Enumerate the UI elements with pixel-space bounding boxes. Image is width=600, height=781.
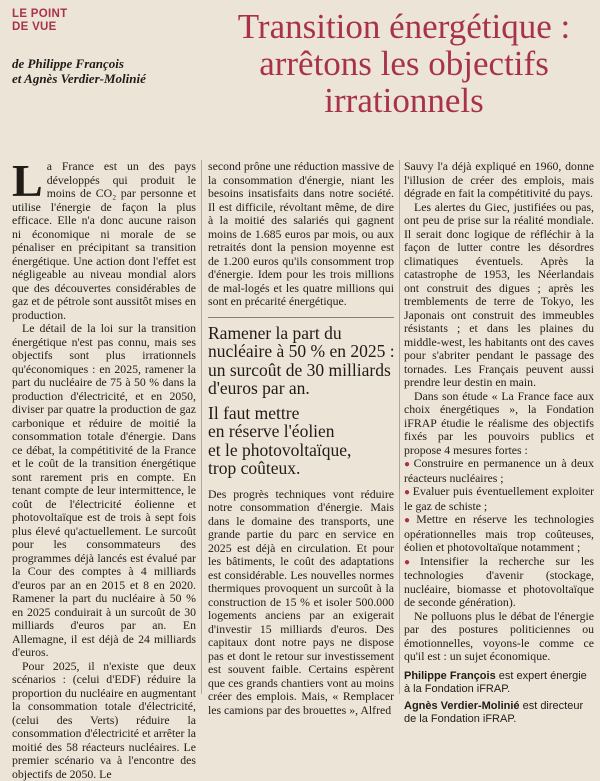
bullet-icon: ● — [404, 515, 414, 526]
pull-quote — [208, 404, 394, 478]
list-item — [404, 485, 594, 513]
author-name: Philippe François — [404, 670, 496, 682]
paragraph: Sauvy l'a déjà expliqué en 1960, donne l'illusion de créer des emplois, mais dégrade en fait la compétitivité du pays. — [404, 160, 594, 201]
column-divider — [399, 160, 400, 694]
author-bios — [404, 670, 594, 726]
pull-quote-line: nucléaire à 50 % en 2025 : — [208, 342, 394, 361]
paragraph: Ne polluons plus le débat de l'énergie par des postures politiciennes ou émotionnelles, voyons-le comme ce qu'il est : un sujet économique. — [404, 610, 594, 664]
paragraph: Pour 2025, il n'existe que deux scénarios : (celui d'EDF) réduire la proportion du nucléaire en augmentant la consommation totale d'électricité, (celui des Verts) réduire la consommation d'électricité et arrêter la moitié des 58 réacteurs nucléaires. Le premier scénario va à l'encontre des objectifs de 2050. Le — [12, 660, 196, 781]
list-item-text: Mettre en réserve les technologies opérationnelles mais trop coûteuses, éolien et photovoltaïque notamment ; — [404, 512, 594, 554]
paragraph — [12, 160, 196, 322]
headline-line: irrationnels — [210, 82, 598, 119]
list-item — [404, 513, 594, 555]
pull-quote-line: et le photovoltaïque, — [208, 441, 394, 460]
byline — [12, 56, 202, 86]
headline-line: Transition énergétique : — [210, 8, 598, 45]
pull-quote-line: Ramener la part du — [208, 324, 394, 343]
headline — [210, 8, 598, 119]
headline-line: arrêtons les objectifs — [210, 45, 598, 82]
paragraph: Les alertes du Giec, justifiées ou pas, ont peu de prise sur la réalité mondiale. Il serait donc logique de réfléchir à la façon de lutter contre les désordres climatiques éventuels. Après la catastrophe de 1953, les Néerlandais ont construit des digues ; après les tremblements de terre de Tokyo, les Japonais ont construit des immeubles résistants ; et dans les plaines du middle-west, les habitants ont des caves pour s'abriter pendant le passage des tornades. Les Français peuvent aussi prendre leur destin en main. — [404, 201, 594, 390]
byline-line: de Philippe François — [12, 56, 202, 71]
article-column-3 — [404, 160, 594, 730]
list-item-text: Intensifier la recherche sur les technologies d'avenir (stockage, nucléaire, biomasse et photovoltaïque de seconde génération). — [404, 554, 594, 610]
author-name: Agnès Verdier-Molinié — [404, 700, 520, 712]
kicker-line: DE VUE — [12, 21, 67, 34]
list-item-text: Evaluer puis éventuellement exploiter le gaz de schiste ; — [404, 484, 594, 513]
column-divider — [201, 160, 202, 694]
author-role: est expert énergie à la Fondation iFRAP. — [404, 670, 587, 695]
list-item — [404, 457, 594, 485]
paragraph: Des progrès techniques vont réduire notre consommation d'énergie. Mais dans le domaine des transports, une grande partie du parc en service en 2025 est déjà en circulation. Et pour les bâtiments, le coût des adaptations est considérable. Les nouvelles normes thermiques provoquent un surcoût à la construction de 15 % et isoler 500.000 logements anciens par an exigerait d'investir 15 milliards d'euros. Des capitaux dont notre pays ne dispose pas et dont le retour sur investissement est souvent faible. Certains espèrent que ces grands chantiers vont au moins créer des emplois. Mais, « Remplacer les camions par des brouettes », Alfred — [208, 488, 394, 718]
bullet-icon: ● — [404, 487, 411, 498]
pull-quote-line: un surcoût de 30 milliards — [208, 361, 394, 380]
pull-quote-line: trop coûteux. — [208, 459, 394, 478]
bullet-icon: ● — [404, 557, 418, 568]
list-item-text: Construire en permanence un à deux réacteurs nucléaires ; — [404, 456, 594, 485]
author-bio — [404, 670, 594, 696]
paragraph: Dans son étude « La France face aux choix énergétiques », la Fondation iFRAP étudie le réalisme des objectifs fixés par les pouvoirs publics et propose 4 mesures fortes : — [404, 390, 594, 458]
article-column-2 — [208, 160, 394, 717]
article-column-1 — [12, 160, 196, 781]
kicker-line: LE POINT — [12, 8, 67, 21]
pull-quote-line: en réserve l'éolien — [208, 422, 394, 441]
pull-quote-line: d'euros par an. — [208, 379, 394, 398]
author-role: est directeur de la Fondation iFRAP. — [404, 700, 583, 725]
author-bio — [404, 700, 594, 726]
byline-line: et Agnès Verdier-Molinié — [12, 71, 202, 86]
pull-quote-line: Il faut mettre — [208, 404, 394, 423]
bullet-icon: ● — [404, 459, 412, 470]
paragraph: Le détail de la loi sur la transition énergétique n'est pas connu, mais ses objectifs sont plus irrationnels qu'économiques : en 2025, ramener la part du nucléaire de 75 à 50 % dans la production d'électricité, et en 2050, diviser par quatre la production de gaz carbonique et réduire de moitié la consommation totale d'énergie. Dans ce débat, la compétitivité de la France et le coût de la transition énergétique sont rarement pris en compte. En tenant compte de leur intermittence, le coût de l'électricité éolienne et photovoltaïque est de trois à sept fois plus élevé qu'actuellement. Le surcoût pour les consommateurs des programmes déjà lancés est évalué par la Cour des comptes à 4 milliards d'euros par an en 2015 et 8 en 2020. Ramener la part du nucléaire à 50 % en 2025 conduirait à un surcoût de 30 milliards d'euros par an. En Allemagne, il est déjà de 24 milliards d'euros. — [12, 322, 196, 660]
list-item — [404, 555, 594, 610]
pull-quote — [208, 317, 394, 398]
drop-cap: L — [12, 162, 43, 200]
paragraph-text: a France est un des pays développés qui produit le moins de CO₂ par personne et utilise l'énergie de façon la plus efficace. Elle n'a donc aucune raison ni économique ni morale de se pénaliser en précipitant sa transition énergétique. Une action dont l'effet est négligeable au niveau mondial alors que des découvertes considérables de gaz et de pétrole sont aussitôt mises en production. — [12, 159, 196, 322]
paragraph: second prône une réduction massive de la consommation d'énergie, niant les besoins insatisfaits dans notre société. Il est difficile, révoltant même, de dire à la moitié des salariés qui gagnent moins de 1.685 euros par mois, ou aux retraités dont la pension moyenne est de 1.200 euros qu'ils consomment trop d'énergie. Idem pour les trois millions de mal-logés et les quatre millions qui sont en précarité énergétique. — [208, 160, 394, 309]
section-kicker — [12, 8, 67, 34]
